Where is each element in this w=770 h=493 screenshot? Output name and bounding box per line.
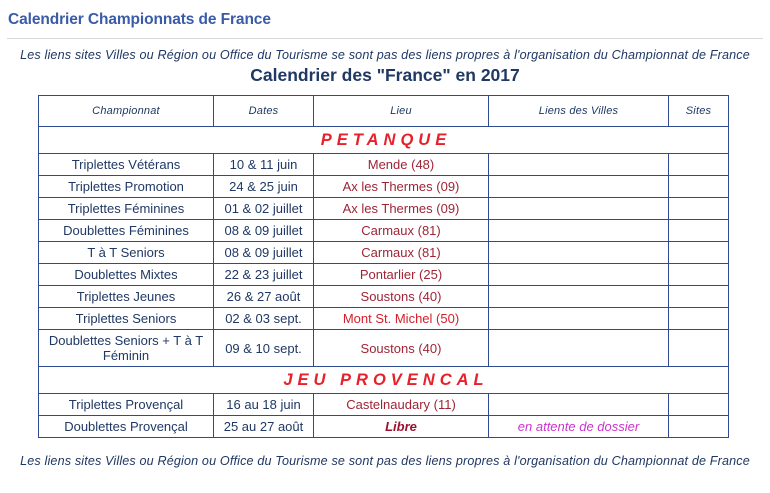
cell-liens-villes[interactable]	[489, 264, 669, 286]
cell-liens-villes[interactable]	[489, 176, 669, 198]
table-row	[39, 176, 729, 198]
table-row	[39, 220, 729, 242]
cell-lieu: Castelnaudary (11)	[314, 394, 489, 416]
cell-championnat: Triplettes Vétérans	[39, 154, 214, 176]
cell-liens-villes[interactable]	[489, 220, 669, 242]
cell-championnat: Doublettes Mixtes	[39, 264, 214, 286]
table-row	[39, 264, 729, 286]
cell-lieu: Ax les Thermes (09)	[314, 176, 489, 198]
cell-sites[interactable]	[669, 242, 729, 264]
section-title-jeu-provencal: JEU PROVENCAL	[39, 367, 729, 394]
table-header-row	[39, 96, 729, 127]
cell-lieu: Mende (48)	[314, 154, 489, 176]
column-header-dates: Dates	[214, 96, 314, 127]
section-header-row-jeu-provencal	[39, 367, 729, 394]
cell-liens-villes[interactable]	[489, 198, 669, 220]
cell-liens-villes[interactable]	[489, 394, 669, 416]
cell-championnat: Triplettes Promotion	[39, 176, 214, 198]
cell-championnat: Doublettes Provençal	[39, 416, 214, 438]
disclaimer-note-bottom: Les liens sites Villes ou Région ou Office du Tourisme se sont pas des liens propres à l'organisation du Championnat de France	[20, 454, 750, 468]
cell-sites[interactable]	[669, 176, 729, 198]
cell-lieu: Libre	[314, 416, 489, 438]
cell-championnat: Triplettes Jeunes	[39, 286, 214, 308]
calendar-table	[38, 95, 729, 438]
cell-dates: 09 & 10 sept.	[214, 330, 314, 367]
table-row	[39, 308, 729, 330]
column-header-lieu: Lieu	[314, 96, 489, 127]
cell-championnat: Triplettes Provençal	[39, 394, 214, 416]
section-title-petanque: PETANQUE	[39, 127, 729, 154]
cell-sites[interactable]	[669, 286, 729, 308]
cell-lieu: Carmaux (81)	[314, 220, 489, 242]
cell-sites[interactable]	[669, 394, 729, 416]
cell-dates: 26 & 27 août	[214, 286, 314, 308]
calendar-heading: Calendrier des "France" en 2017	[250, 65, 520, 85]
cell-sites[interactable]	[669, 220, 729, 242]
cell-dates: 08 & 09 juillet	[214, 242, 314, 264]
cell-lieu: Ax les Thermes (09)	[314, 198, 489, 220]
cell-championnat: Triplettes Féminines	[39, 198, 214, 220]
table-row	[39, 242, 729, 264]
cell-liens-villes[interactable]	[489, 286, 669, 308]
cell-liens-villes[interactable]	[489, 308, 669, 330]
cell-liens-villes[interactable]	[489, 330, 669, 367]
table-row	[39, 154, 729, 176]
cell-dates: 24 & 25 juin	[214, 176, 314, 198]
calendar-table-wrap	[0, 95, 770, 438]
section-header-row-petanque	[39, 127, 729, 154]
table-row	[39, 330, 729, 367]
cell-liens-villes[interactable]	[489, 154, 669, 176]
column-header-liens: Liens des Villes	[489, 96, 669, 127]
cell-liens-villes[interactable]: en attente de dossier	[489, 416, 669, 438]
cell-dates: 01 & 02 juillet	[214, 198, 314, 220]
cell-sites[interactable]	[669, 416, 729, 438]
cell-championnat: Doublettes Féminines	[39, 220, 214, 242]
table-row	[39, 394, 729, 416]
cell-dates: 10 & 11 juin	[214, 154, 314, 176]
site-header	[0, 0, 770, 29]
cell-sites[interactable]	[669, 264, 729, 286]
cell-lieu: Soustons (40)	[314, 286, 489, 308]
cell-championnat: T à T Seniors	[39, 242, 214, 264]
cell-lieu: Pontarlier (25)	[314, 264, 489, 286]
cell-dates: 16 au 18 juin	[214, 394, 314, 416]
table-row	[39, 416, 729, 438]
cell-liens-villes[interactable]	[489, 242, 669, 264]
cell-sites[interactable]	[669, 198, 729, 220]
table-row	[39, 286, 729, 308]
cell-dates: 02 & 03 sept.	[214, 308, 314, 330]
disclaimer-note-top: Les liens sites Villes ou Région ou Office du Tourisme se sont pas des liens propres à l'organisation du Championnat de France	[20, 48, 750, 62]
cell-dates: 08 & 09 juillet	[214, 220, 314, 242]
cell-sites[interactable]	[669, 308, 729, 330]
cell-lieu: Carmaux (81)	[314, 242, 489, 264]
cell-championnat: Triplettes Seniors	[39, 308, 214, 330]
table-row	[39, 198, 729, 220]
cell-sites[interactable]	[669, 154, 729, 176]
cell-championnat: Doublettes Seniors + T à T Féminin	[39, 330, 214, 367]
page-title: Calendrier Championnats de France	[8, 11, 271, 28]
cell-dates: 25 au 27 août	[214, 416, 314, 438]
cell-lieu: Soustons (40)	[314, 330, 489, 367]
cell-dates: 22 & 23 juillet	[214, 264, 314, 286]
column-header-sites: Sites	[669, 96, 729, 127]
header-divider	[7, 38, 763, 39]
column-header-championnat: Championnat	[39, 96, 214, 127]
cell-lieu: Mont St. Michel (50)	[314, 308, 489, 330]
cell-sites[interactable]	[669, 330, 729, 367]
